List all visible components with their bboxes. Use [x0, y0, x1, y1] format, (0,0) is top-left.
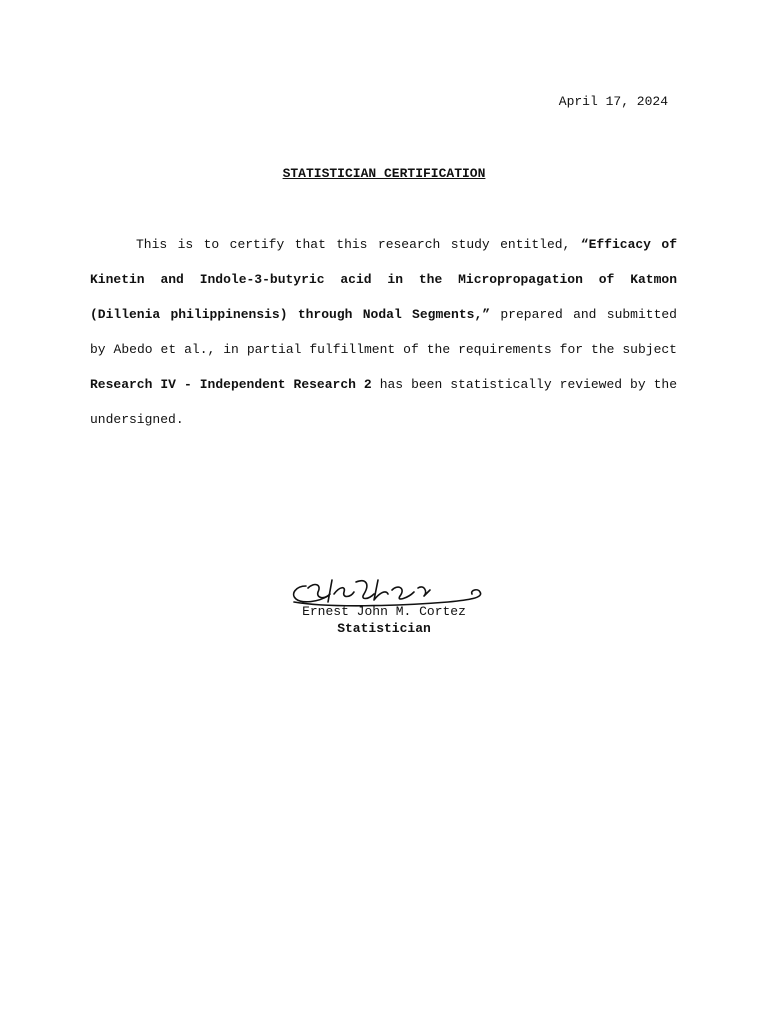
study-title: “Efficacy of Kinetin and Indole-3-butyric acid in the Micropropagation of Katmon (Dillenia philippinensis) through Nodal Segments,” [90, 237, 677, 322]
intro-text: This is to certify that this research study entitled, [136, 237, 571, 252]
signer-name: Ernest John M. Cortez [302, 604, 466, 619]
certification-paragraph [90, 227, 677, 437]
document-date: April 17, 2024 [558, 94, 668, 109]
ending-text: has been statistically reviewed by the undersigned. [90, 377, 677, 427]
signer-role: Statistician [337, 621, 431, 636]
middle-text: prepared and submitted by Abedo et al., in partial fulfillment of the requirements for the subject [90, 307, 677, 357]
document-title: STATISTICIAN CERTIFICATION [282, 166, 486, 181]
subject-name: Research IV - Independent Research 2 [90, 377, 372, 392]
